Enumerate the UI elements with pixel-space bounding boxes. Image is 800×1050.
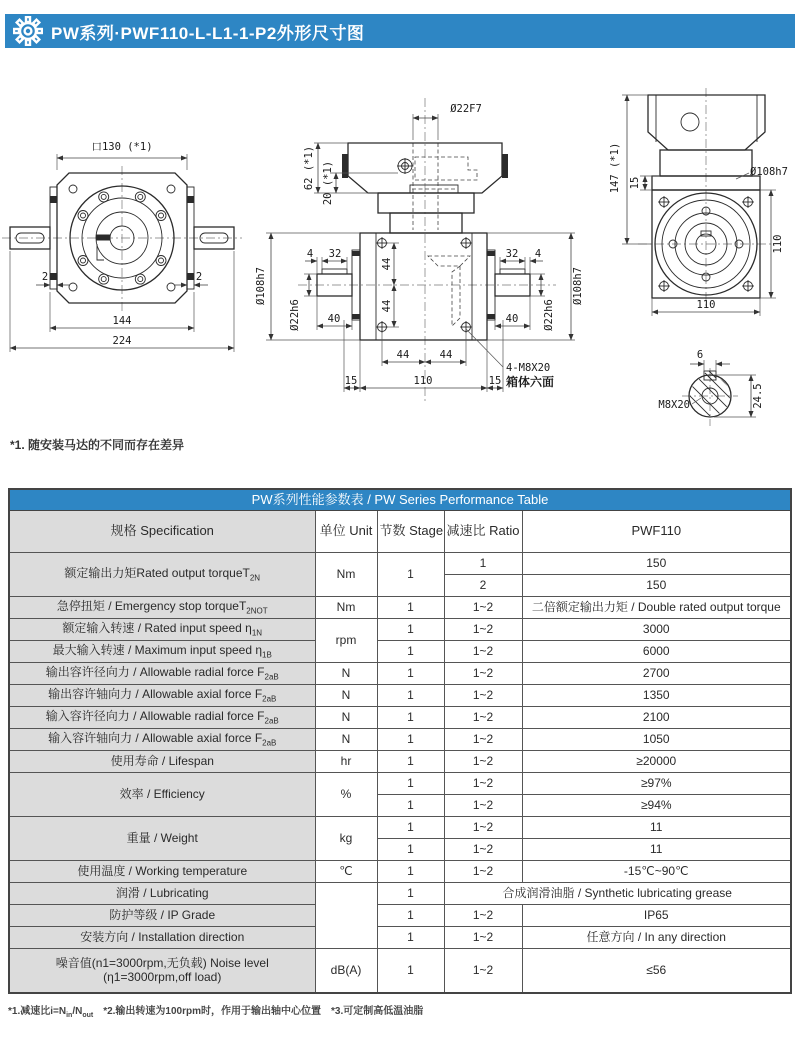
cell-unit: hr (315, 751, 377, 773)
cell-value: 二倍额定输出力矩 / Double rated output torque (522, 597, 791, 619)
cell-stage: 1 (377, 773, 444, 795)
dim-top-110r: 110 (772, 234, 784, 254)
callout-screws: 4-M8X20 (506, 362, 551, 374)
gear-icon (13, 16, 43, 46)
cell-unit: Nm (315, 597, 377, 619)
dim-front-2r: 2 (195, 271, 203, 283)
cell-spec: 输入容许径向力 / Allowable radial force $F_{2aB}$ (9, 707, 315, 729)
cell-ratio: 1~2 (444, 839, 522, 861)
cell-unit: % (315, 773, 377, 817)
cell-spec: 安装方向 / Installation direction (9, 927, 315, 949)
cell-stage: 1 (377, 949, 444, 994)
cell-spec: 防护等级 / IP Grade (9, 905, 315, 927)
cell-ratio: 1~2 (444, 773, 522, 795)
cell-spec: 输出容许轴向力 / Allowable axial force $F_{2aB}$ (9, 685, 315, 707)
dim-front-224: 224 (112, 335, 132, 347)
header-bar (5, 14, 795, 48)
cell-ratio: 1~2 (444, 795, 522, 817)
cell-value: ≤56 (522, 949, 791, 994)
cell-ratio: 1~2 (444, 817, 522, 839)
cell-ratio: 1~2 (444, 751, 522, 773)
cell-spec: 效率 / Efficiency (9, 773, 315, 817)
cell-ratio: 1~2 (444, 927, 522, 949)
cell-ratio: 1 (444, 553, 522, 575)
col-header-unit: 单位 Unit (315, 511, 377, 553)
dim-front-144: 144 (112, 315, 132, 327)
cell-spec: 输入容许轴向力 / Allowable axial force $F_{2aB}$ (9, 729, 315, 751)
dim-side-20: 20 (*1) (322, 160, 334, 206)
cell-unit: dB(A) (315, 949, 377, 994)
cell-value: 2700 (522, 663, 791, 685)
cell-ratio: 1~2 (444, 949, 522, 994)
dim-side-bore: Ø22F7 (450, 103, 482, 115)
cell-value: 任意方向 / In any direction (522, 927, 791, 949)
cell-stage: 1 (377, 795, 444, 817)
col-header-ratio: 减速比 Ratio (444, 511, 522, 553)
dim-front-130: 口130 (*1) (91, 141, 153, 153)
cell-value: ≥20000 (522, 751, 791, 773)
cell-value: -15℃~90℃ (522, 861, 791, 883)
table-title: PW系列性能参数表 / PW Series Performance Table (9, 489, 791, 511)
cell-unit: N (315, 663, 377, 685)
dim-side-4r: 4 (534, 248, 542, 260)
cell-spec: 额定输出力矩Rated output torqueT$_{2N}$ (9, 553, 315, 597)
cell-ratio: 合成润滑油脂 / Synthetic lubricating grease (444, 883, 791, 905)
dim-top-147: 147 (*1) (609, 142, 621, 194)
cell-spec: 使用温度 / Working temperature (9, 861, 315, 883)
cell-ratio: 1~2 (444, 905, 522, 927)
cell-value: 3000 (522, 619, 791, 641)
cell-ratio: 1~2 (444, 861, 522, 883)
cell-stage: 1 (377, 707, 444, 729)
cell-value: 150 (522, 553, 791, 575)
cell-ratio: 1~2 (444, 729, 522, 751)
dim-side-32r: 32 (505, 248, 519, 260)
cell-unit: ℃ (315, 861, 377, 883)
top-view (609, 88, 788, 316)
dim-side-4l: 4 (306, 248, 314, 260)
cell-unit: Nm (315, 553, 377, 597)
cell-stage: 1 (377, 553, 444, 597)
cell-ratio: 1~2 (444, 685, 522, 707)
dim-side-62: 62 (*1) (303, 145, 315, 191)
dim-side-b44b: 44 (439, 349, 453, 361)
cell-stage: 1 (377, 861, 444, 883)
cell-ratio: 1~2 (444, 619, 522, 641)
cell-value: IP65 (522, 905, 791, 927)
cell-value: 11 (522, 839, 791, 861)
cell-stage: 1 (377, 641, 444, 663)
cell-spec: 重量 / Weight (9, 817, 315, 861)
dim-top-dia: Ø108h7 (750, 166, 788, 178)
callout-six-faces: 箱体六面 (506, 375, 555, 389)
cell-unit: kg (315, 817, 377, 861)
cell-spec: 噪音值(n1=3000rpm,无负载) Noise level (η1=3000rpm,off load) (9, 949, 315, 994)
cell-spec: 最大输入转速 / Maximum input speed $\eta_{1B}$ (9, 641, 315, 663)
dim-side-b44a: 44 (396, 349, 410, 361)
cell-unit (315, 883, 377, 949)
table-footnote: *1.减速比$i=N_{in}/N_{out}$ *2.输出转速为100rpm时，作用于输出轴中心位置 *3.可定制高低温油脂 (8, 1006, 424, 1019)
col-header-stage: 节数 Stage (377, 511, 444, 553)
dim-detail-245: 24.5 (752, 383, 764, 409)
cell-unit: N (315, 685, 377, 707)
cell-ratio: 1~2 (444, 663, 522, 685)
cell-spec: 使用寿命 / Lifespan (9, 751, 315, 773)
cell-stage: 1 (377, 685, 444, 707)
cell-value: ≥94% (522, 795, 791, 817)
drawing-footnote: *1. 随安装马达的不同而存在差异 (10, 438, 185, 452)
dim-side-44b: 44 (381, 299, 393, 313)
side-view (255, 98, 584, 402)
cell-stage: 1 (377, 597, 444, 619)
dim-side-110: 110 (413, 375, 433, 387)
cell-stage: 1 (377, 839, 444, 861)
cell-ratio: 1~2 (444, 641, 522, 663)
performance-table-body (9, 553, 791, 994)
dim-detail-thread: M8X20 (658, 399, 690, 411)
col-header-model: PWF110 (522, 511, 791, 553)
cell-unit: rpm (315, 619, 377, 663)
cell-spec: 急停扭矩 / Emergency stop torqueT$_{2NOT}$ (9, 597, 315, 619)
dim-top-110b: 110 (696, 299, 716, 311)
cell-value: 2100 (522, 707, 791, 729)
cell-value: 1350 (522, 685, 791, 707)
cell-spec: 额定输入转速 / Rated input speed $\eta_{1N}$ (9, 619, 315, 641)
cell-unit: N (315, 729, 377, 751)
dim-side-32l: 32 (328, 248, 342, 260)
cell-value: 11 (522, 817, 791, 839)
dim-side-dia-left: Ø108h7 (255, 267, 267, 305)
cell-ratio: 1~2 (444, 597, 522, 619)
cell-stage: 1 (377, 927, 444, 949)
cell-stage: 1 (377, 619, 444, 641)
thread-detail-view (658, 349, 764, 426)
page-title: PW系列·PWF110-L-L1-1-P2外形尺寸图 (51, 23, 365, 43)
cell-spec: 润滑 / Lubricating (9, 883, 315, 905)
cell-spec: 输出容许径向力 / Allowable radial force $F_{2aB}$ (9, 663, 315, 685)
cell-ratio: 1~2 (444, 707, 522, 729)
dim-top-15: 15 (629, 176, 641, 190)
cell-value: 6000 (522, 641, 791, 663)
dim-side-44a: 44 (381, 257, 393, 271)
dim-side-40l: 40 (327, 313, 341, 325)
cell-stage: 1 (377, 751, 444, 773)
cell-stage: 1 (377, 729, 444, 751)
cell-stage: 1 (377, 905, 444, 927)
dimension-drawings (0, 80, 800, 430)
cell-value: 150 (522, 575, 791, 597)
performance-table (8, 488, 792, 994)
cell-stage: 1 (377, 883, 444, 905)
cell-value: ≥97% (522, 773, 791, 795)
dim-front-2l: 2 (41, 271, 49, 283)
dim-side-shaft-dia-r: Ø22h6 (543, 299, 555, 331)
cell-stage: 1 (377, 663, 444, 685)
front-view (2, 141, 242, 352)
dim-side-shaft-dia-l: Ø22h6 (289, 299, 301, 331)
cell-stage: 1 (377, 817, 444, 839)
dim-side-15l: 15 (344, 375, 358, 387)
dim-detail-6: 6 (696, 349, 704, 361)
cell-value: 1050 (522, 729, 791, 751)
dim-side-15r: 15 (488, 375, 502, 387)
cell-ratio: 2 (444, 575, 522, 597)
cell-unit: N (315, 707, 377, 729)
dim-side-40r: 40 (505, 313, 519, 325)
dim-side-dia-right: Ø108h7 (572, 267, 584, 305)
col-header-spec: 规格 Specification (9, 511, 315, 553)
